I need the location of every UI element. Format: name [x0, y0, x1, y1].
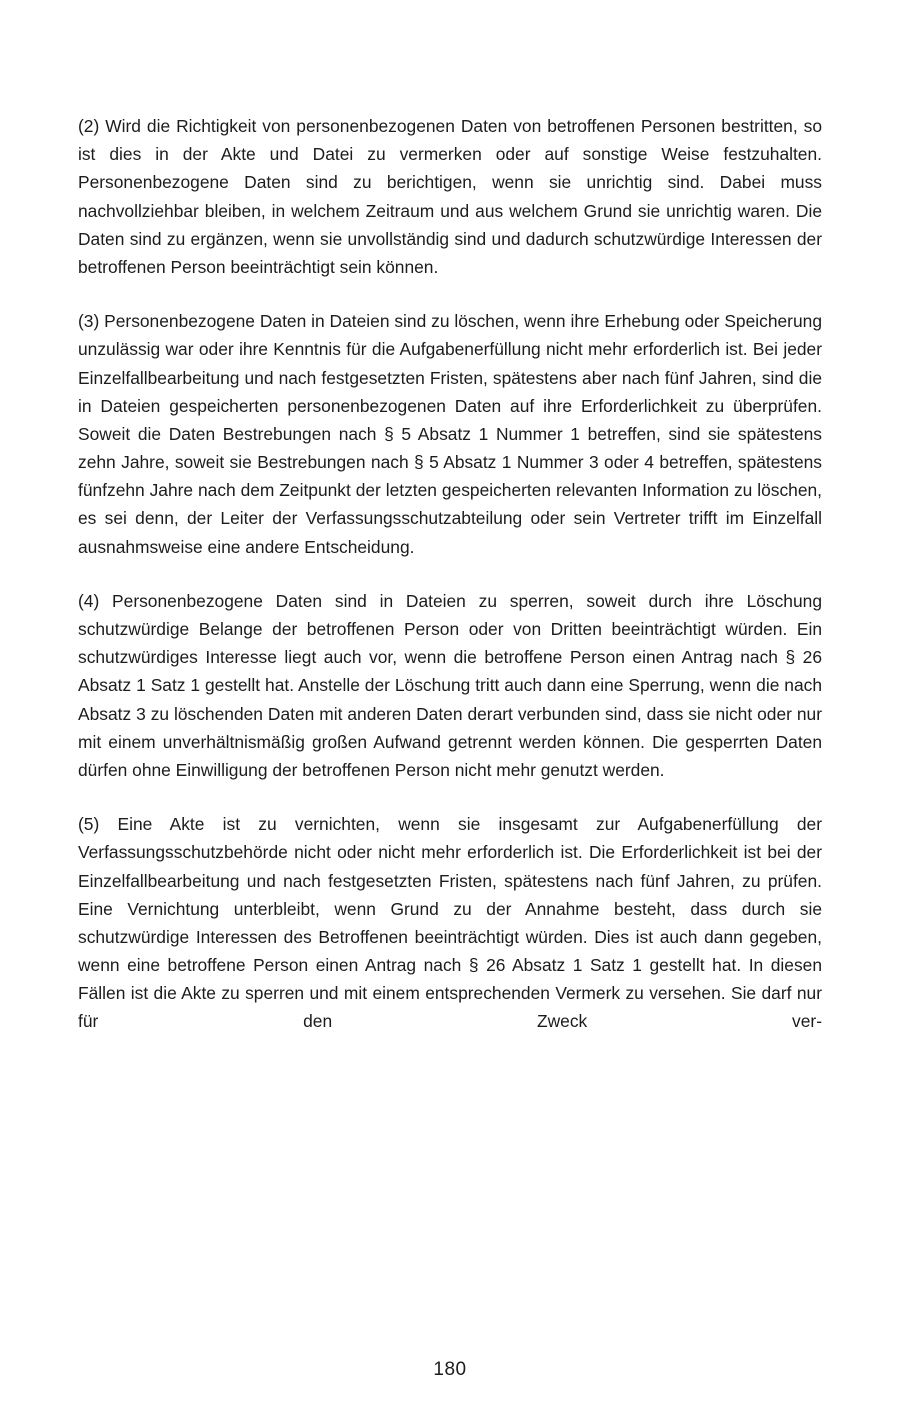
paragraph-4: (4) Personenbezogene Daten sind in Dateien zu sperren, soweit durch ihre Löschung schutzwürdige Belange der betroffenen Person oder von Dritten beeinträchtigt würden. Ein schutzwürdiges Interesse liegt auch vor, wenn die betroffene Person einen Antrag nach § 26 Absatz 1 Satz 1 gestellt hat. Anstelle der Löschung tritt auch dann eine Sperrung, wenn die nach Absatz 3 zu löschenden Daten mit anderen Daten derart verbunden sind, dass sie nicht oder nur mit einem unverhältnismäßig großen Aufwand getrennt werden können. Die gesperrten Daten dürfen ohne Einwilligung der betroffenen Person nicht mehr genutzt werden. [78, 590, 822, 780]
paragraph-5: (5) Eine Akte ist zu vernichten, wenn sie insgesamt zur Aufgabenerfüllung der Verfassungsschutzbehörde nicht oder nicht mehr erforderlich ist. Die Erforderlichkeit ist bei der Einzelfallbearbeitung und nach festgesetzten Fristen, spätestens nach fünf Jahren, zu prüfen. Eine Vernichtung unterbleibt, wenn Grund zu der Annahme besteht, dass durch sie schutzwürdige Interessen des Betroffenen beeinträchtigt würden. Dies ist auch dann gegeben, wenn eine betroffene Person einen Antrag nach § 26 Absatz 1 Satz 1 gestellt hat. In diesen Fällen ist die Akte zu sperren und mit einem entsprechenden Vermerk zu versehen. Sie darf nur für den Zweck ver- [78, 814, 822, 1032]
page-number: 180 [433, 1359, 467, 1380]
page-body [78, 112, 822, 1064]
paragraph-2: (2) Wird die Richtigkeit von personenbezogenen Daten von betroffenen Personen bestritten, so ist dies in der Akte und Datei zu vermerken oder auf sonstige Weise festzuhalten. Personenbezogene Daten sind zu berichtigen, wenn sie unrichtig sind. Dabei muss nachvollziehbar bleiben, in welchem Zeitraum und aus welchem Grund sie unrichtig waren. Die Daten sind zu ergänzen, wenn sie unvollständig sind und dadurch schutzwürdige Interessen der betroffenen Person beeinträchtigt sein können. [78, 116, 822, 277]
paragraph-3: (3) Personenbezogene Daten in Dateien sind zu löschen, wenn ihre Erhebung oder Speicherung unzulässig war oder ihre Kenntnis für die Aufgabenerfüllung nicht mehr erforderlich ist. Bei jeder Einzelfallbearbeitung und nach festgesetzten Fristen, spätestens aber nach fünf Jahren, sind die in Dateien gespeicherten personenbezogenen Daten auf ihre Erforderlichkeit zu überprüfen. Soweit die Daten Bestrebungen nach § 5 Absatz 1 Nummer 1 betreffen, sind sie spätestens zehn Jahre, soweit sie Bestrebungen nach § 5 Absatz 1 Nummer 3 oder 4 betreffen, spätestens fünfzehn Jahre nach dem Zeitpunkt der letzten gespeicherten relevanten Information zu löschen, es sei denn, der Leiter der Verfassungsschutzabteilung oder sein Vertreter trifft im Einzelfall ausnahmsweise eine andere Entscheidung. [78, 311, 822, 557]
